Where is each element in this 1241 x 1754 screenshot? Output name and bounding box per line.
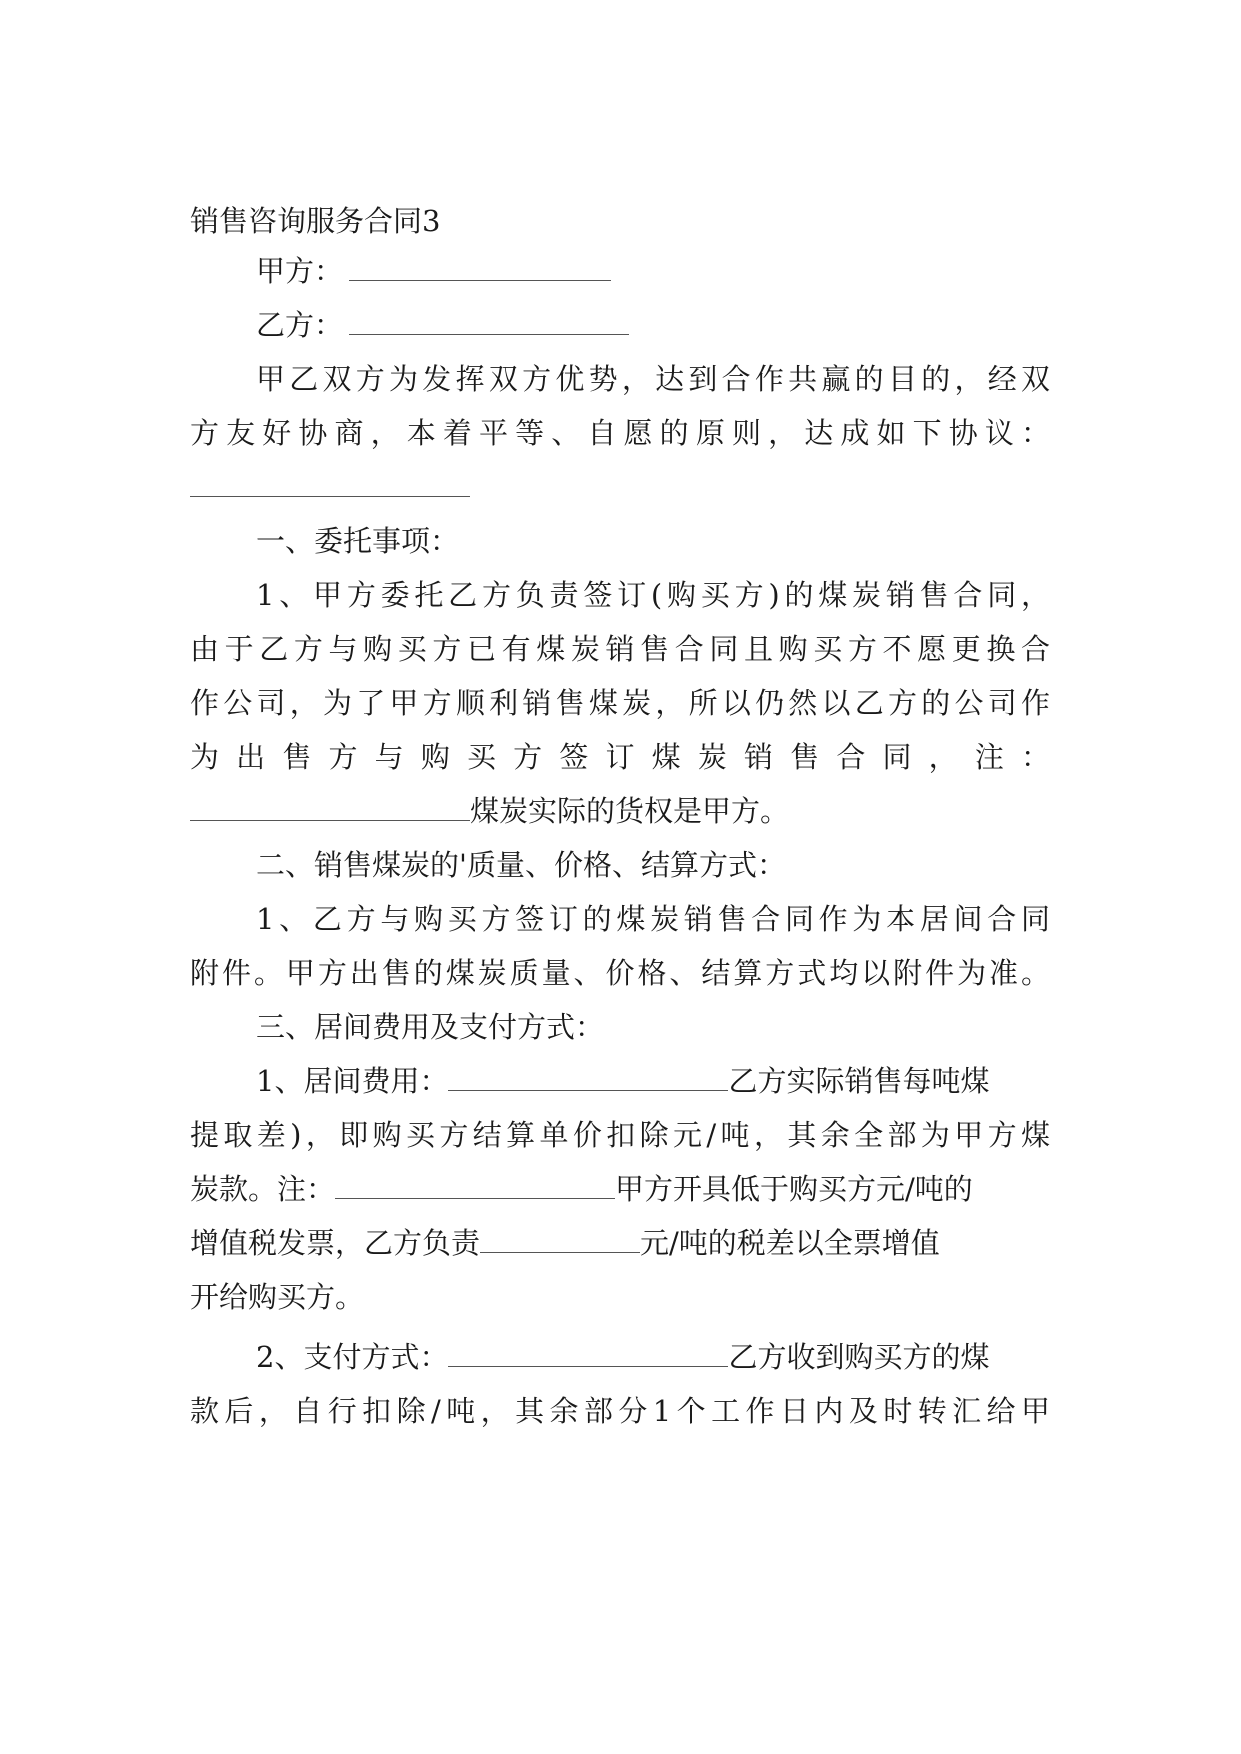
standalone-blank xyxy=(190,466,470,497)
party-a-blank xyxy=(349,250,611,281)
section3-item1-line2: 提取差)，即购买方结算单价扣除元/吨，其余全部为甲方煤 xyxy=(190,1118,1050,1152)
section2-item1-line2: 附件。甲方出售的煤炭质量、价格、结算方式均以附件为准。 xyxy=(190,956,1050,990)
tax-difference-blank xyxy=(480,1222,640,1253)
section2-heading: 二、销售煤炭的'质量、价格、结算方式： xyxy=(256,848,786,882)
document-title: 销售咨询服务合同3 xyxy=(190,204,441,238)
section1-item1-line3: 作公司，为了甲方顺利销售煤炭，所以仍然以乙方的公司作 xyxy=(190,686,1050,720)
standalone-blank-line xyxy=(190,465,1050,509)
section3-item1-line3: 炭款。注： 甲方开具低于购买方元/吨的 xyxy=(190,1167,1050,1211)
section1-item1-line5: 煤炭实际的货权是甲方。 xyxy=(190,789,1050,833)
section1-item1-line1: 1、甲方委托乙方负责签订(购买方)的煤炭销售合同， xyxy=(256,578,1050,612)
party-a-label: 甲方： xyxy=(256,254,344,288)
section2-item1-line1: 1、乙方与购买方签订的煤炭销售合同作为本居间合同 xyxy=(256,902,1050,936)
party-a-line xyxy=(190,249,1050,293)
goods-right-blank xyxy=(190,790,470,821)
section1-item1-line2: 由于乙方与购买方已有煤炭销售合同且购买方不愿更换合 xyxy=(190,632,1050,666)
payment-method-blank xyxy=(448,1336,728,1367)
section3-item2-line2: 款后，自行扣除/吨，其余部分1个工作日内及时转汇给甲 xyxy=(190,1394,1050,1428)
party-b-label: 乙方： xyxy=(256,308,344,342)
section3-item2-line1: 2、支付方式： 乙方收到购买方的煤 xyxy=(190,1335,1050,1379)
intro-line-1: 甲乙双方为发挥双方优势，达到合作共赢的目的，经双 xyxy=(256,362,1050,396)
intro-line-2: 方友好协商，本着平等、自愿的原则，达成如下协议： xyxy=(190,416,1050,450)
commission-fee-blank xyxy=(448,1060,728,1091)
section1-item1-line4: 为出售方与购买方签订煤炭销售合同，注： xyxy=(190,740,1050,774)
section3-item1-line4: 增值税发票，乙方负责 元/吨的税差以全票增值 xyxy=(190,1221,1050,1265)
invoice-note-blank xyxy=(335,1168,615,1199)
section1-heading: 一、委托事项： xyxy=(256,524,460,558)
party-b-blank xyxy=(349,304,629,335)
party-b-line xyxy=(190,303,1050,347)
section3-item1-line5: 开给购买方。 xyxy=(190,1280,365,1314)
section3-item1-line1: 1、居间费用： 乙方实际销售每吨煤 xyxy=(190,1059,1050,1103)
section3-heading: 三、居间费用及支付方式： xyxy=(256,1010,605,1044)
